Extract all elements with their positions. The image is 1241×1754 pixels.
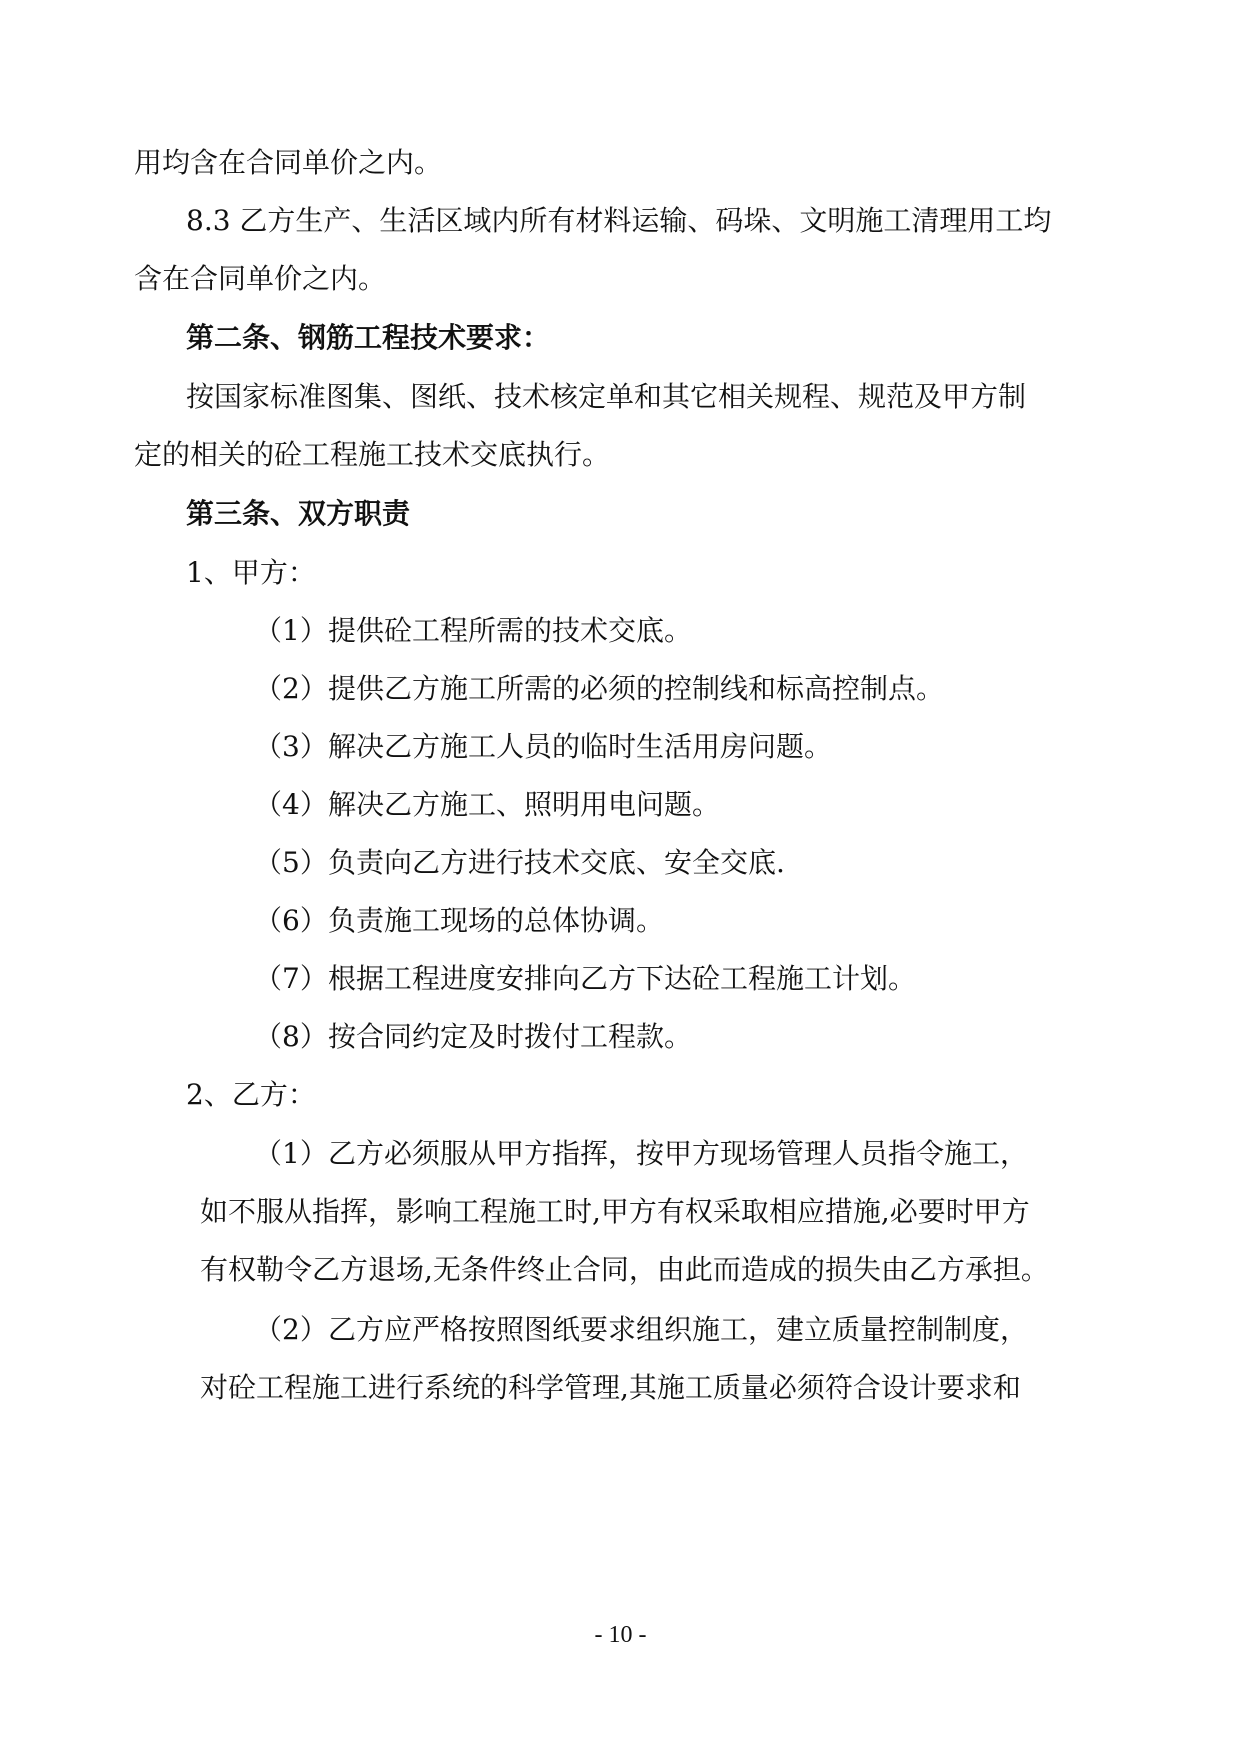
item-number: （7）: [254, 962, 328, 995]
text-line: 用均含在合同单价之内。: [134, 146, 443, 179]
item-number: （1）: [254, 1137, 328, 1170]
item-number: （3）: [254, 730, 328, 763]
item-text: 按合同约定及时拨付工程款。: [328, 1020, 693, 1053]
list-item: [254, 901, 664, 941]
item-continuation: 对砼工程施工进行系统的科学管理,其施工质量必须符合设计要求和: [200, 1371, 1021, 1404]
item-text: 负责向乙方进行技术交底、安全交底.: [328, 846, 785, 879]
list-item: [254, 959, 916, 999]
party-b-heading: 2、乙方：: [186, 1078, 316, 1111]
item-number: （1）: [254, 614, 328, 647]
item-text: 乙方应严格按照图纸要求组织施工，建立质量控制制度，: [328, 1313, 1029, 1346]
list-item: [254, 669, 944, 709]
party-a-heading: 1、甲方：: [186, 556, 316, 589]
text-line: 8.3 乙方生产、生活区域内所有材料运输、码垛、文明施工清理用工均: [186, 204, 1052, 237]
item-number: （4）: [254, 788, 328, 821]
list-item: [254, 727, 832, 767]
item-text: 提供乙方施工所需的必须的控制线和标高控制点。: [328, 672, 945, 705]
item-number: （6）: [254, 904, 328, 937]
list-item: [254, 843, 785, 883]
item-text: 解决乙方施工人员的临时生活用房问题。: [328, 730, 833, 763]
item-number: （2）: [254, 1313, 328, 1346]
text-line: 按国家标准图集、图纸、技术核定单和其它相关规程、规范及甲方制: [186, 380, 1027, 413]
item-text: 解决乙方施工、照明用电问题。: [328, 788, 721, 821]
item-number: （5）: [254, 846, 328, 879]
item-number: （2）: [254, 672, 328, 705]
list-item: [254, 1134, 1028, 1174]
item-text: 乙方必须服从甲方指挥，按甲方现场管理人员指令施工，: [328, 1137, 1029, 1170]
item-text: 根据工程进度安排向乙方下达砼工程施工计划。: [328, 962, 917, 995]
item-text: 提供砼工程所需的技术交底。: [328, 614, 693, 647]
page-number: - 10 -: [594, 1622, 647, 1648]
item-continuation: 有权勒令乙方退场,无条件终止合同，由此而造成的损失由乙方承担。: [200, 1253, 1049, 1286]
list-item: [254, 611, 692, 651]
item-number: （8）: [254, 1020, 328, 1053]
item-continuation: 如不服从指挥，影响工程施工时,甲方有权采取相应措施,必要时甲方: [200, 1195, 1030, 1228]
item-text: 负责施工现场的总体协调。: [328, 904, 665, 937]
section-heading: 第二条、钢筋工程技术要求：: [186, 321, 551, 354]
list-item: [254, 1017, 692, 1057]
list-item: [254, 785, 720, 825]
list-item: [254, 1310, 1028, 1350]
text-line: 定的相关的砼工程施工技术交底执行。: [134, 438, 611, 471]
text-line: 含在合同单价之内。: [134, 262, 387, 295]
section-heading: 第三条、双方职责: [186, 497, 411, 530]
